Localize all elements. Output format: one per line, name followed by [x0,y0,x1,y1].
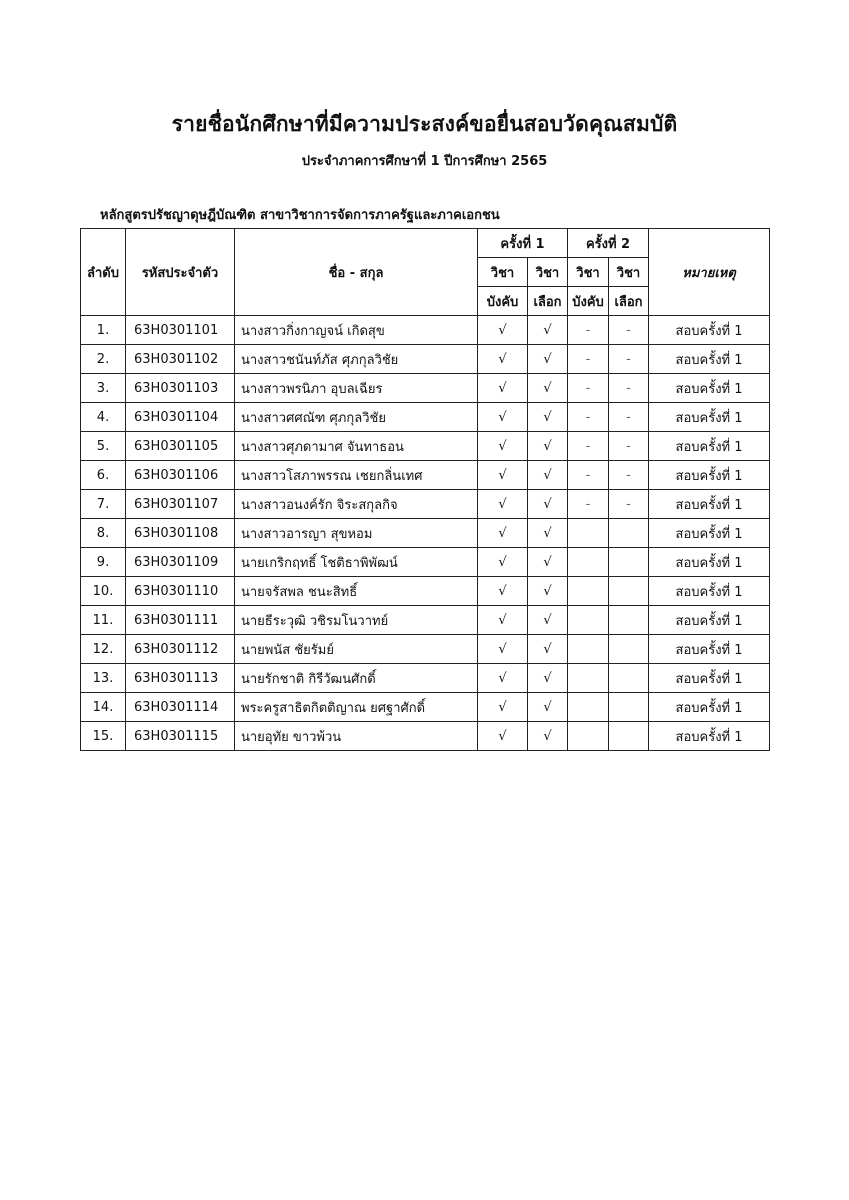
order-cell: 9. [81,548,126,577]
table-row [81,461,770,490]
student-name-cell: นายอุทัย ขาวพ้วน [235,722,478,751]
round1-elective-mark: √ [528,461,568,490]
header-order: ลำดับ [81,229,126,316]
order-cell: 6. [81,461,126,490]
round2-required-mark [568,693,609,722]
round2-elective-mark [609,664,649,693]
order-cell: 14. [81,693,126,722]
student-name-cell: นางสาวกิ่งกาญจน์ เกิดสุข [235,316,478,345]
program-heading: หลักสูตรปรัชญาดุษฎีบัณฑิต สาขาวิชาการจัดการภาครัฐและภาคเอกชน [100,208,500,223]
student-table [80,228,770,751]
student-id-cell: 63H0301113 [126,664,235,693]
round1-elective-mark: √ [528,664,568,693]
round2-elective-mark [609,577,649,606]
student-name-cell: นายรักชาติ กิรีวัฒนศักดิ์ [235,664,478,693]
round2-elective-mark: - [609,461,649,490]
round1-required-mark: √ [478,635,528,664]
header-name: ชื่อ - สกุล [235,229,478,316]
student-name-cell: นายพนัส ชัยรัมย์ [235,635,478,664]
table-row [81,548,770,577]
table-row [81,345,770,374]
remark-cell: สอบครั้งที่ 1 [649,664,770,693]
remark-cell: สอบครั้งที่ 1 [649,693,770,722]
order-cell: 4. [81,403,126,432]
round1-required-mark: √ [478,606,528,635]
remark-cell: สอบครั้งที่ 1 [649,345,770,374]
table-row [81,606,770,635]
round2-elective-mark: - [609,432,649,461]
round2-elective-mark: - [609,374,649,403]
remark-cell: สอบครั้งที่ 1 [649,548,770,577]
student-name-cell: พระครูสาธิตกิตติญาณ ยศฐาศักดิ์ [235,693,478,722]
round2-required-mark [568,722,609,751]
student-id-cell: 63H0301115 [126,722,235,751]
table-row [81,693,770,722]
round1-elective-mark: √ [528,635,568,664]
student-id-cell: 63H0301112 [126,635,235,664]
round1-elective-mark: √ [528,519,568,548]
header-round-2: ครั้งที่ 2 [568,229,649,258]
student-id-cell: 63H0301106 [126,461,235,490]
round1-required-mark: √ [478,374,528,403]
round2-elective-mark: - [609,490,649,519]
order-cell: 11. [81,606,126,635]
student-name-cell: นางสาวชนันท์ภัส ศุภกุลวิชัย [235,345,478,374]
student-name-cell: นางสาวอนงค์รัก จิระสกุลกิจ [235,490,478,519]
remark-cell: สอบครั้งที่ 1 [649,403,770,432]
order-cell: 13. [81,664,126,693]
round1-required-mark: √ [478,577,528,606]
student-name-cell: นายเกริกฤทธิ์ โชติธาพิพัฒน์ [235,548,478,577]
table-row [81,635,770,664]
order-cell: 10. [81,577,126,606]
header-r1-required-line1: วิชา [478,258,528,287]
student-name-cell: นางสาวศศณัฑ ศุภกุลวิชัย [235,403,478,432]
table-row [81,577,770,606]
table-row [81,722,770,751]
remark-cell: สอบครั้งที่ 1 [649,316,770,345]
student-name-cell: นางสาวโสภาพรรณ เชยกลิ่นเทศ [235,461,478,490]
table-row [81,374,770,403]
table-header [81,229,770,316]
round1-required-mark: √ [478,490,528,519]
page-subtitle: ประจำภาคการศึกษาที่ 1 ปีการศึกษา 2565 [301,154,548,169]
round2-elective-mark [609,693,649,722]
round1-required-mark: √ [478,403,528,432]
table-body [81,316,770,751]
round1-required-mark: √ [478,519,528,548]
round2-required-mark: - [568,490,609,519]
round2-elective-mark [609,519,649,548]
round2-elective-mark: - [609,345,649,374]
round2-elective-mark [609,635,649,664]
header-r2-elective-line1: วิชา [609,258,649,287]
order-cell: 1. [81,316,126,345]
order-cell: 12. [81,635,126,664]
round1-elective-mark: √ [528,316,568,345]
order-cell: 5. [81,432,126,461]
round2-required-mark [568,664,609,693]
student-id-cell: 63H0301102 [126,345,235,374]
header-remark: หมายเหตุ [649,229,770,316]
round1-elective-mark: √ [528,403,568,432]
round2-required-mark [568,548,609,577]
round1-elective-mark: √ [528,606,568,635]
header-round-1: ครั้งที่ 1 [478,229,568,258]
student-name-cell: นางสาวพรนิภา อุบลเฉียร [235,374,478,403]
table-row [81,490,770,519]
round2-elective-mark: - [609,403,649,432]
round2-required-mark [568,635,609,664]
round2-required-mark: - [568,316,609,345]
table-row [81,664,770,693]
round2-elective-mark [609,722,649,751]
remark-cell: สอบครั้งที่ 1 [649,635,770,664]
student-id-cell: 63H0301109 [126,548,235,577]
round1-required-mark: √ [478,693,528,722]
round2-required-mark: - [568,461,609,490]
page-title: รายชื่อนักศึกษาที่มีความประสงค์ขอยื่นสอบวัดคุณสมบัติ [171,112,678,136]
round1-elective-mark: √ [528,432,568,461]
round2-required-mark: - [568,403,609,432]
student-id-cell: 63H0301114 [126,693,235,722]
header-student-id: รหัสประจำตัว [126,229,235,316]
student-name-cell: นางสาวอารญา สุขหอม [235,519,478,548]
header-r2-elective-line2: เลือก [609,287,649,316]
student-id-cell: 63H0301104 [126,403,235,432]
remark-cell: สอบครั้งที่ 1 [649,577,770,606]
order-cell: 3. [81,374,126,403]
round1-required-mark: √ [478,316,528,345]
round1-elective-mark: √ [528,345,568,374]
round2-required-mark [568,577,609,606]
round1-required-mark: √ [478,548,528,577]
round1-required-mark: √ [478,664,528,693]
round1-required-mark: √ [478,345,528,374]
student-id-cell: 63H0301103 [126,374,235,403]
student-name-cell: นางสาวศุภดามาศ จันทาธอน [235,432,478,461]
student-name-cell: นายจรัสพล ชนะสิทธิ์ [235,577,478,606]
round2-required-mark: - [568,432,609,461]
header-r1-required-line2: บังคับ [478,287,528,316]
table-row [81,519,770,548]
round1-elective-mark: √ [528,722,568,751]
round1-elective-mark: √ [528,374,568,403]
round1-required-mark: √ [478,461,528,490]
table-row [81,432,770,461]
student-id-cell: 63H0301111 [126,606,235,635]
header-r1-elective-line2: เลือก [528,287,568,316]
order-cell: 7. [81,490,126,519]
remark-cell: สอบครั้งที่ 1 [649,374,770,403]
table-row [81,403,770,432]
remark-cell: สอบครั้งที่ 1 [649,519,770,548]
student-id-cell: 63H0301110 [126,577,235,606]
order-cell: 8. [81,519,126,548]
student-id-cell: 63H0301107 [126,490,235,519]
header-r2-required-line1: วิชา [568,258,609,287]
student-id-cell: 63H0301105 [126,432,235,461]
round1-required-mark: √ [478,432,528,461]
remark-cell: สอบครั้งที่ 1 [649,490,770,519]
round1-required-mark: √ [478,722,528,751]
round2-elective-mark [609,606,649,635]
round1-elective-mark: √ [528,490,568,519]
remark-cell: สอบครั้งที่ 1 [649,461,770,490]
header-r1-elective-line1: วิชา [528,258,568,287]
round2-elective-mark [609,548,649,577]
header-r2-required-line2: บังคับ [568,287,609,316]
table-row [81,316,770,345]
round2-required-mark [568,519,609,548]
order-cell: 2. [81,345,126,374]
student-id-cell: 63H0301101 [126,316,235,345]
round2-elective-mark: - [609,316,649,345]
order-cell: 15. [81,722,126,751]
round2-required-mark [568,606,609,635]
remark-cell: สอบครั้งที่ 1 [649,606,770,635]
remark-cell: สอบครั้งที่ 1 [649,432,770,461]
student-name-cell: นายธีระวุฒิ วชิรมโนวาทย์ [235,606,478,635]
round2-required-mark: - [568,345,609,374]
round1-elective-mark: √ [528,577,568,606]
round2-required-mark: - [568,374,609,403]
round1-elective-mark: √ [528,693,568,722]
round1-elective-mark: √ [528,548,568,577]
remark-cell: สอบครั้งที่ 1 [649,722,770,751]
student-id-cell: 63H0301108 [126,519,235,548]
